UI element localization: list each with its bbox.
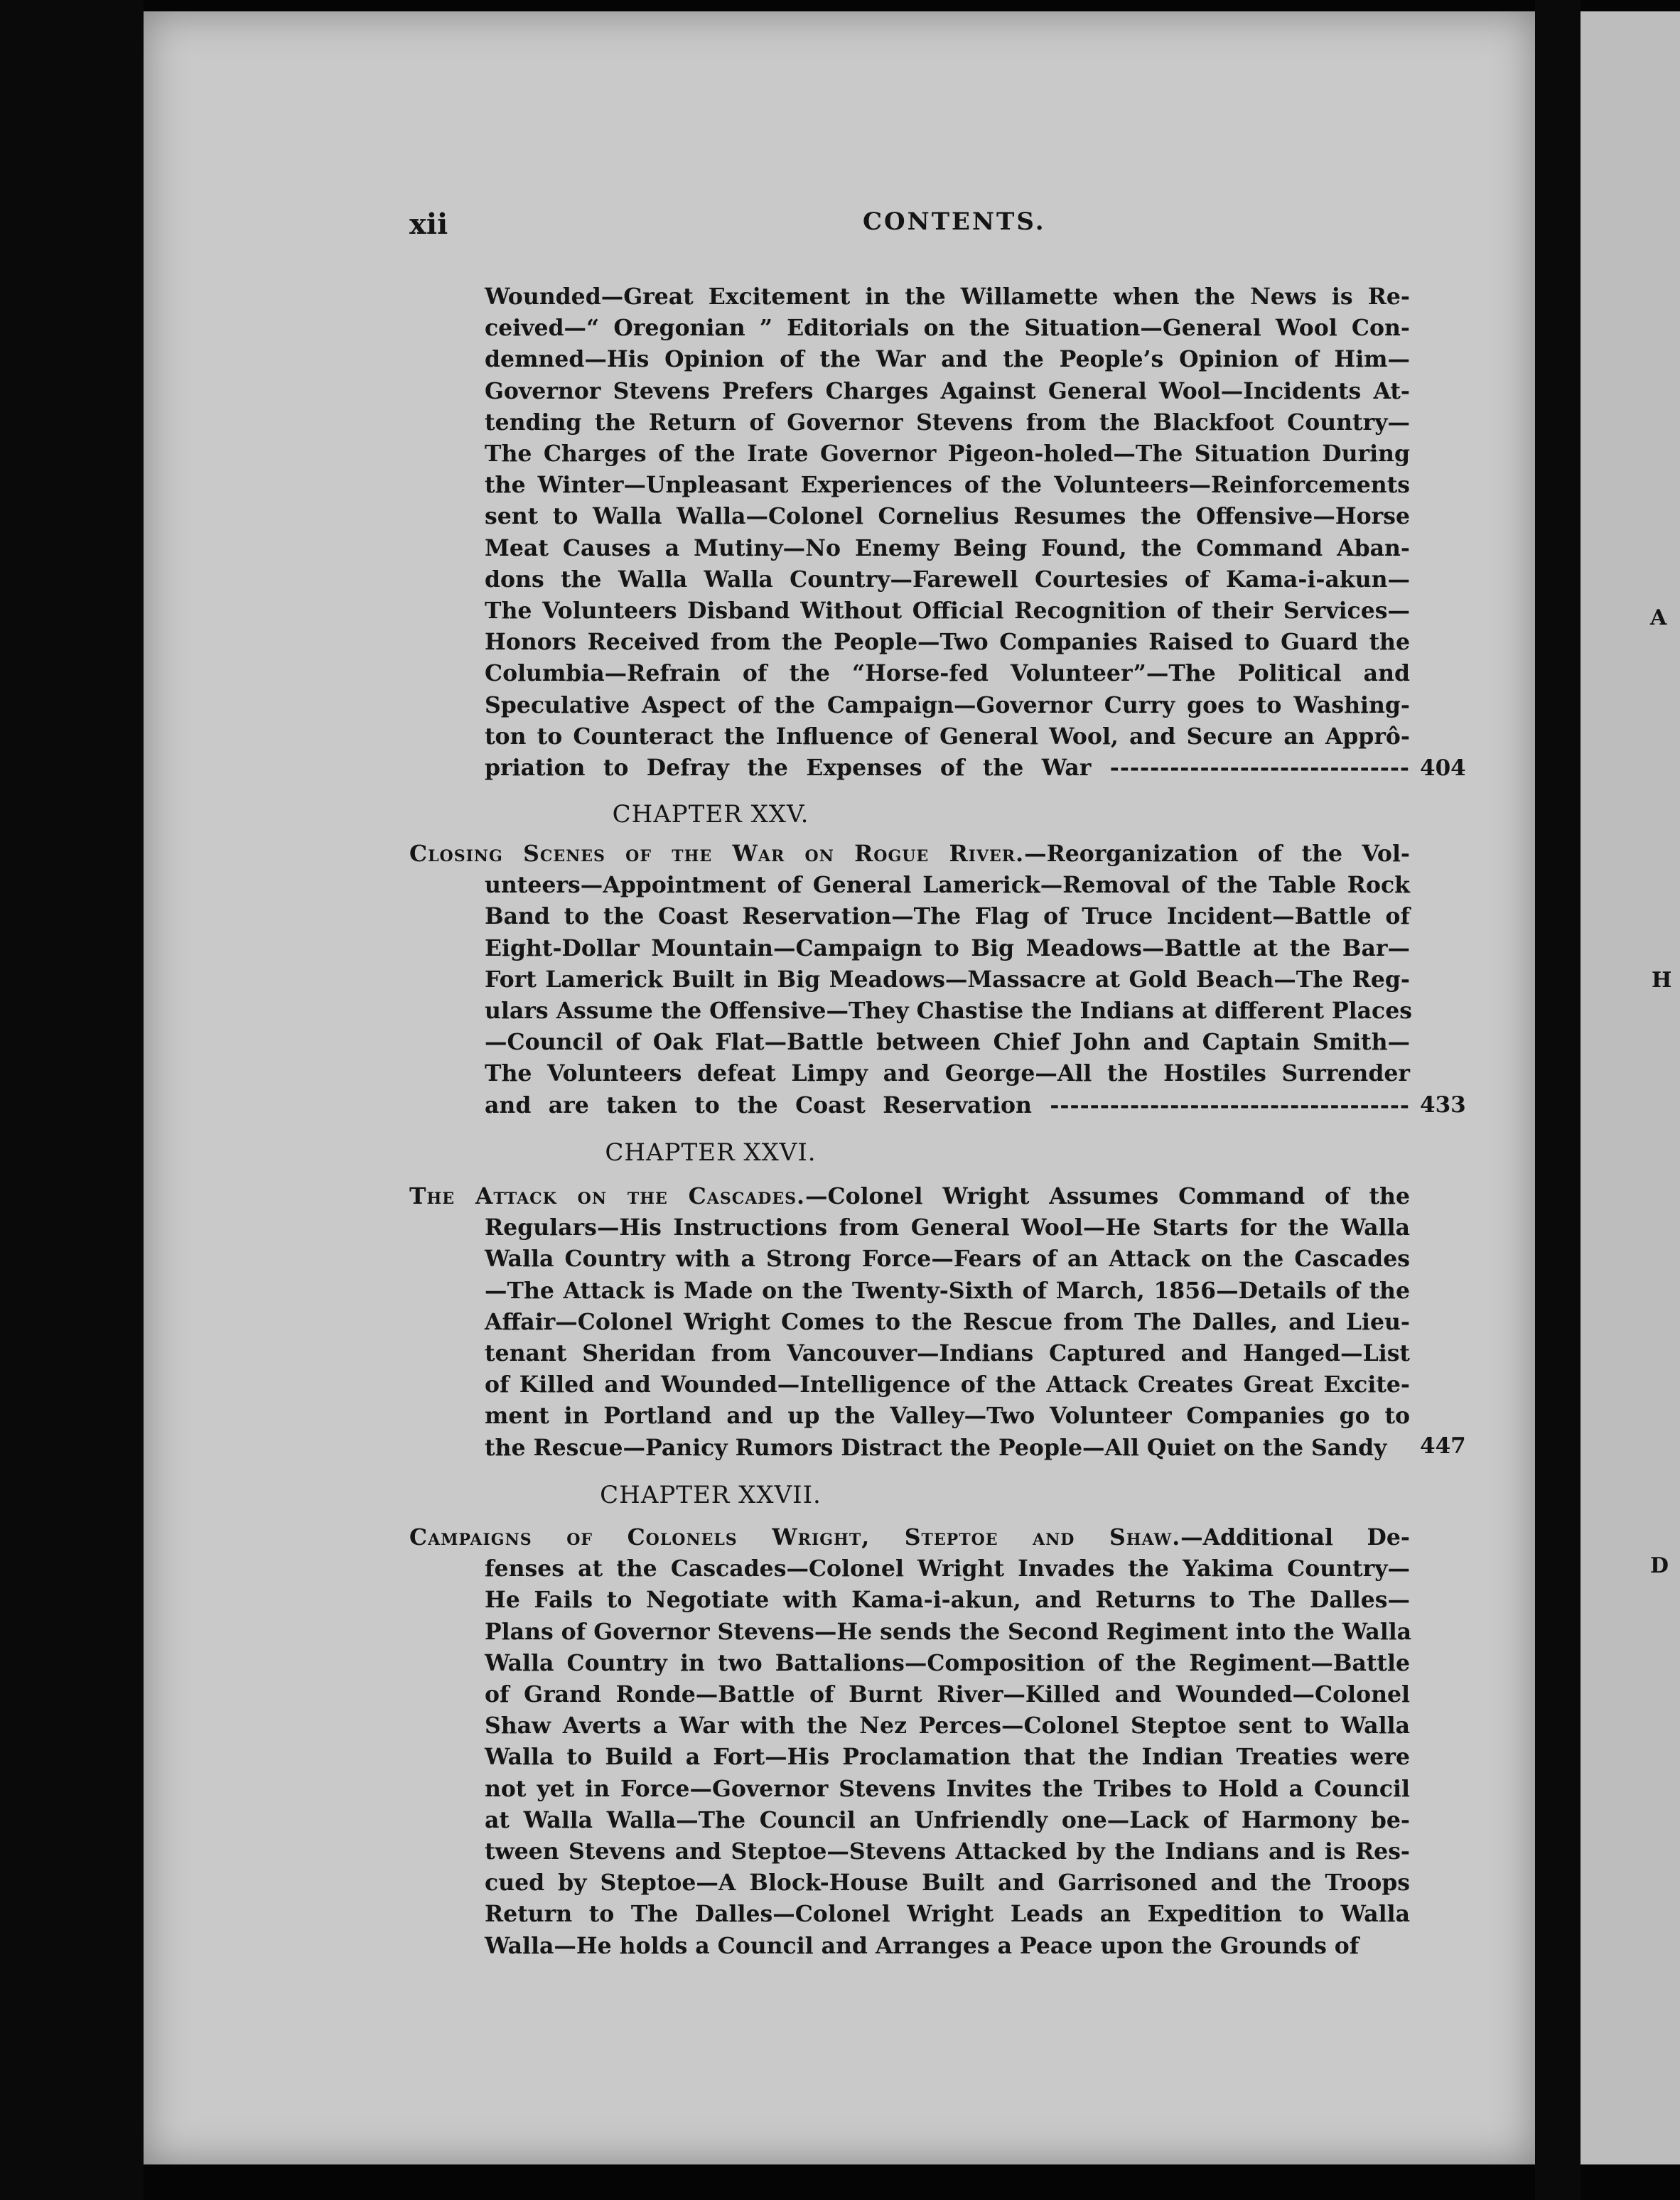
entry-line [485,1401,1410,1432]
entry-title: The Attack on the Cascades. [409,1183,805,1209]
entry-line [485,1899,1410,1930]
entry-text: of Grand Ronde—Battle of Burnt River—Killed and Wounded—Colonel [485,1681,1410,1708]
entry-line [485,313,1410,344]
entry-line [485,1617,1410,1648]
entry-line [485,753,1410,784]
entry-line [485,1090,1410,1121]
entry-text: Fort Lamerick Built in Big Meadows—Massacre at Gold Beach—The Reg- [485,966,1410,993]
entry-line [485,281,1410,313]
entry-line [485,470,1410,501]
entry-text: fenses at the Cascades—Colonel Wright Invades the Yakima Country— [485,1555,1410,1582]
entry-text: —Reorganization of the Vol- [1024,841,1410,867]
entry-text: The Charges of the Irate Governor Pigeon-holed—The Situation During [485,441,1410,467]
entry-text: Affair—Colonel Wright Comes to the Rescue from The Dalles, and Lieu- [485,1308,1410,1335]
running-title: CONTENTS. [863,207,1046,236]
entry-line [485,1338,1410,1369]
entry-line [485,1867,1410,1899]
entry-line [485,901,1410,932]
entry-text: Walla to Build a Fort—His Proclamation that the Indian Treaties were [485,1744,1410,1771]
entry-text: tween Stevens and Steptoe—Stevens Attacked by the Indians and is Res- [485,1838,1410,1865]
entry-text: Wounded—Great Excitement in the Willamette when the News is Re- [485,284,1410,310]
entry-line [485,996,1410,1027]
entry-line [485,690,1410,721]
entry-text: sent to Walla Walla—Colonel Cornelius Resumes the Offensive—Horse [485,503,1410,530]
entry-line [485,1710,1410,1742]
entry-line [485,627,1410,658]
entry-text: priation to Defray the Expenses of the War [485,755,1092,781]
entry-text: at Walla Walla—The Council an Unfriendly one—Lack of Harmony be- [485,1806,1410,1833]
entry-line [485,870,1410,901]
entry-text: —Council of Oak Flat—Battle between Chief John and Captain Smith— [485,1029,1410,1056]
entry-line [485,1805,1410,1836]
dot-leaders: ------------------------------------ [1031,1091,1411,1118]
entry-text: Eight-Dollar Mountain—Campaign to Big Meadows—Battle at the Bar— [485,934,1410,961]
entry-line [485,1244,1410,1275]
entry-line [485,1648,1410,1679]
entry-text: the Rescue—Panicy Rumors Distract the People—All Quiet on the Sandy [485,1434,1387,1461]
entry-text: Speculative Aspect of the Campaign—Governor Curry goes to Washing- [485,691,1410,718]
chapter-heading: CHAPTER XXV. [612,800,809,829]
entry-text: Honors Received from the People—Two Companies Raised to Guard the [485,629,1410,656]
entry-line [485,1836,1410,1867]
page-number: 433 [1420,1092,1466,1118]
page-folio: xii [409,207,448,241]
entry-text: Walla Country in two Battalions—Composition of the Regiment—Battle [485,1649,1410,1676]
entry-text: ment in Portland and up the Valley—Two Volunteer Companies go to [485,1403,1410,1430]
entry-text: —The Attack is Made on the Twenty-Sixth of March, 1856—Details of the [485,1277,1410,1304]
facing-page-fragment: H [1652,968,1672,993]
entry-text: Band to the Coast Reservation—The Flag of Truce Incident—Battle of [485,903,1410,930]
entry-line [485,1931,1410,1962]
chapter-heading: CHAPTER XXVII. [600,1481,822,1509]
entry-text: Meat Causes a Mutiny—No Enemy Being Found, the Command Aban- [485,534,1410,561]
entry-text: —Additional De- [1180,1524,1410,1551]
page-number: 447 [1420,1433,1466,1459]
entry-text: Shaw Averts a War with the Nez Perces—Colonel Steptoe sent to Walla [485,1713,1410,1740]
entry-line [485,1369,1410,1401]
facing-page-fragment: D [1650,1553,1669,1578]
entry-text: Walla Country with a Strong Force—Fears of an Attack on the Cascades [485,1246,1410,1273]
entry-text: tending the Return of Governor Stevens from the Blackfoot Country— [485,409,1410,436]
chapter-heading: CHAPTER XXVI. [605,1138,817,1167]
entry-line [485,1276,1410,1307]
entry-line [485,1027,1410,1058]
entry-text: Columbia—Refrain of the “Horse-fed Volunteer”—The Political and [485,660,1410,687]
entry-line [485,376,1410,407]
entry-line [485,501,1410,532]
entry-line [485,344,1410,375]
entry-line [485,438,1410,470]
entry-text: The Volunteers Disband Without Official Recognition of their Services— [485,598,1410,624]
entry-text: not yet in Force—Governor Stevens Invites the Tribes to Hold a Council [485,1775,1410,1802]
entry-text: He Fails to Negotiate with Kama-i-akun, and Returns to The Dalles— [485,1587,1410,1614]
entry-text: The Volunteers defeat Limpy and George—All the Hostiles Surrender [485,1060,1410,1087]
entry-line [485,1058,1410,1089]
facing-page-fragment: A [1650,605,1667,630]
entry-line [409,839,1410,870]
entry-line [409,1181,1410,1212]
entry-title: Campaigns of Colonels Wright, Steptoe and Shaw. [409,1524,1181,1551]
page-gutter [1535,0,1581,2200]
entry-line [485,1585,1410,1616]
entry-line [485,533,1410,564]
entry-text: tenant Sheridan from Vancouver—Indians Captured and Hanged—List [485,1340,1410,1366]
entry-line [485,407,1410,438]
entry-text: ulars Assume the Offensive—They Chastise the Indians at different Places [485,998,1412,1024]
facing-page-edge [1581,11,1680,2164]
entry-line [485,1774,1410,1805]
entry-line [485,1307,1410,1338]
entry-text: of Killed and Wounded—Intelligence of the Attack Creates Great Excite- [485,1371,1410,1398]
entry-text: cued by Steptoe—A Block-House Built and Garrisoned and the Troops [485,1870,1410,1897]
left-scan-border [0,0,144,2200]
entry-line [485,564,1410,595]
entry-text: Governor Stevens Prefers Charges Against General Wool—Incidents At- [485,377,1410,404]
entry-line [485,1433,1410,1464]
dot-leaders: ------------------------------ [1091,755,1410,781]
entry-text: Regulars—His Instructions from General Wool—He Starts for the Walla [485,1214,1410,1241]
entry-line [485,933,1410,964]
entry-line [485,595,1410,627]
entry-line [485,964,1410,996]
entry-text: demned—His Opinion of the War and the People’s Opinion of Him— [485,346,1410,373]
entry-line [485,1679,1410,1710]
entry-title: Closing Scenes of the War on Rogue River. [409,841,1025,867]
entry-text: —Colonel Wright Assumes Command of the [805,1183,1411,1209]
page-number: 404 [1420,755,1466,781]
entry-text: dons the Walla Walla Country—Farewell Courtesies of Kama-i-akun— [485,566,1410,593]
entry-line [485,1742,1410,1773]
entry-line [485,721,1410,753]
entry-text: Return to The Dalles—Colonel Wright Leads an Expedition to Walla [485,1901,1410,1928]
entry-line [485,1212,1410,1244]
entry-line [485,1553,1410,1585]
entry-text: Plans of Governor Stevens—He sends the Second Regiment into the Walla [485,1618,1412,1645]
entry-text: unteers—Appointment of General Lamerick—Removal of the Table Rock [485,872,1410,899]
entry-text: the Winter—Unpleasant Experiences of the Volunteers—Reinforcements [485,472,1410,499]
entry-text: Walla—He holds a Council and Arranges a Peace upon the Grounds of [485,1932,1359,1959]
entry-text: ton to Counteract the Influence of General Wool, and Secure an Apprô- [485,723,1410,750]
entry-line [485,658,1410,689]
entry-text: and are taken to the Coast Reservation [485,1091,1032,1118]
entry-line [409,1522,1410,1553]
entry-text: ceived—“ Oregonian ” Editorials on the Situation—General Wool Con- [485,315,1410,342]
